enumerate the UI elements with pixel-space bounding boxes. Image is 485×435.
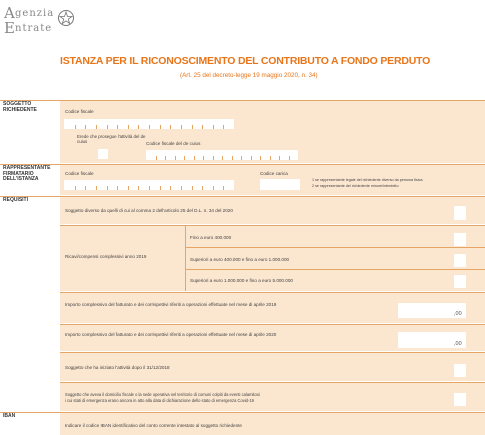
field-separator [213, 156, 214, 160]
section-rappresentante-label: RAPPRESENTANTE FIRMATARIO DELL'ISTANZA [3, 165, 51, 183]
field-separator [279, 156, 280, 160]
fatturato-2019-row [60, 293, 485, 323]
field-separator [184, 156, 185, 160]
inizio-attivita-label: Soggetto che ha iniziato l'attività dopo il 31/12/2018 [65, 365, 170, 370]
field-separator [138, 125, 139, 129]
field-separator [241, 156, 242, 160]
field-separator [170, 125, 171, 129]
field-separator [160, 186, 161, 190]
codice-carica-label: Codice carica [260, 171, 288, 176]
field-separator [117, 186, 118, 190]
field-separator [223, 186, 224, 190]
field-separator [107, 186, 108, 190]
erede-label: Erede che prosegue l'attività del de cuius [77, 134, 146, 144]
ricavi-option-1-checkbox[interactable] [454, 233, 466, 246]
rapp-codice-fiscale-label: Codice fiscale [65, 171, 94, 176]
domicilio-line-2: i cui stati di emergenza erano ancora in atto alla data di dichiarazione dello stato di emergenza Covid-19 [65, 397, 254, 403]
ricavi-option-2: Superiori a euro 400.000 e fino a euro 1.000.000 [190, 257, 290, 262]
carica-option-2: 2 se rappresentante del richiedente minore/interdetto [312, 184, 399, 188]
field-separator [96, 125, 97, 129]
field-separator [213, 186, 214, 190]
field-separator [192, 186, 193, 190]
fatturato-2020-label: Importo complessivo del fatturato e dei corrispettivi riferiti a operazioni effettuate nel mese di aprile 2020 [65, 332, 277, 337]
ricavi-label: Ricavi/compensi complessivi anno 2019 [65, 254, 147, 259]
erede-checkbox[interactable] [98, 149, 108, 159]
logo-letter-a: A [4, 4, 15, 22]
domicilio-checkbox[interactable] [454, 393, 466, 406]
field-separator [138, 186, 139, 190]
section-iban-label: IBAN [3, 413, 16, 419]
page-title: ISTANZA PER IL RICONOSCIMENTO DEL CONTRIBUTO A FONDO PERDUTO [60, 55, 431, 67]
fatturato-2020-decimals: ,00 [454, 341, 462, 347]
requisito-diverso-label: Soggetto diverso da quelli di cui al comma 2 dell'articolo 25 del D.L. n. 34 del 2020 [65, 208, 233, 213]
field-separator [85, 125, 86, 129]
carica-options [312, 177, 484, 189]
section-requisiti-label: REQUISITI [3, 197, 29, 203]
field-separator [165, 156, 166, 160]
field-separator [181, 186, 182, 190]
rapp-codice-fiscale-field[interactable] [64, 180, 234, 190]
requisiti-row-1 [60, 197, 485, 224]
ricavi-option-3: Superiori a euro 1.000.000 e fino a euro 5.000.000 [190, 278, 293, 283]
domicilio-text [65, 392, 395, 403]
field-separator [181, 125, 182, 129]
ricavi-option-2-checkbox[interactable] [454, 254, 466, 267]
inizio-attivita-checkbox[interactable] [454, 364, 466, 377]
domicilio-line-1: Soggetto che aveva il domicilio fiscale o la sede operativa nel territorio di comuni colpiti da eventi calamitosi [65, 392, 260, 397]
fatturato-2019-decimals: ,00 [454, 311, 462, 317]
divider [186, 269, 485, 270]
field-separator [202, 186, 203, 190]
ricavi-option-3-checkbox[interactable] [454, 275, 466, 288]
cf-decuius-field[interactable] [146, 150, 298, 160]
field-separator [213, 125, 214, 129]
field-separator [85, 186, 86, 190]
ricavi-block [60, 226, 485, 291]
field-separator [170, 186, 171, 190]
iban-label: Indicare il codice IBAN identificativo del conto corrente intestato al soggetto richiedente [65, 423, 242, 428]
field-separator [160, 125, 161, 129]
field-separator [175, 156, 176, 160]
field-separator [107, 125, 108, 129]
field-separator [117, 125, 118, 129]
field-separator [232, 156, 233, 160]
codice-carica-field[interactable] [260, 179, 300, 190]
logo-letter-e: E [4, 19, 15, 37]
cf-decuius-label: Codice fiscale del de cuius [146, 141, 201, 146]
codice-fiscale-field[interactable] [64, 119, 234, 129]
codice-fiscale-label: Codice fiscale [65, 109, 94, 114]
field-separator [128, 125, 129, 129]
domicilio-row [60, 383, 485, 411]
page-subtitle: (Art. 25 del decreto-legge 19 maggio 2020, n. 34) [180, 72, 318, 79]
field-separator [222, 156, 223, 160]
fatturato-2019-label: Importo complessivo del fatturato e dei corrispettivi riferiti a operazioni effettuate nel mese di aprile 2019 [65, 302, 277, 307]
field-separator [203, 156, 204, 160]
logo-line1: genzia [15, 8, 55, 19]
field-separator [156, 156, 157, 160]
section-soggetto-label: SOGGETTO RICHIEDENTE [3, 101, 37, 113]
soggetto-panel [60, 101, 485, 163]
field-separator [194, 156, 195, 160]
field-separator [260, 156, 261, 160]
iban-panel [60, 413, 485, 435]
republic-emblem-icon [57, 9, 75, 27]
rappresentante-panel [60, 165, 485, 195]
field-separator [128, 186, 129, 190]
inizio-attivita-row [60, 353, 485, 381]
fatturato-2020-row [60, 325, 485, 351]
field-separator [270, 156, 271, 160]
ricavi-option-1: Fino a euro 400.000 [190, 235, 232, 240]
divider [186, 247, 485, 248]
field-separator [96, 186, 97, 190]
ricavi-divider [185, 226, 186, 291]
field-separator [75, 186, 76, 190]
field-separator [289, 156, 290, 160]
carica-option-1: 1 se rappresentante legale del richiedente diverso da persona fisica [312, 178, 423, 182]
field-separator [75, 125, 76, 129]
field-separator [223, 125, 224, 129]
field-separator [149, 186, 150, 190]
requisito-diverso-checkbox[interactable] [454, 206, 466, 220]
logo-line2: ntrate [15, 23, 53, 34]
field-separator [149, 125, 150, 129]
field-separator [251, 156, 252, 160]
field-separator [192, 125, 193, 129]
field-separator [202, 125, 203, 129]
